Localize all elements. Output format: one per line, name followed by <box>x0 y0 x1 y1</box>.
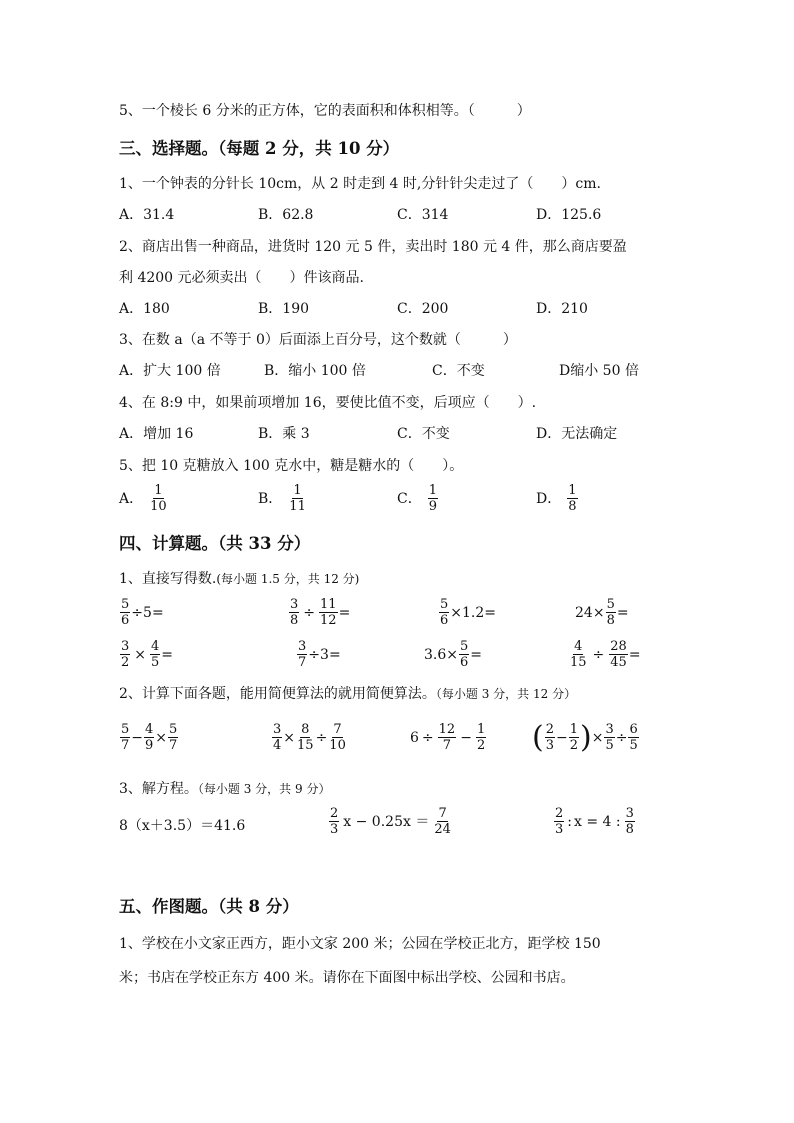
numerator: 3 <box>273 722 282 737</box>
mc-question-2-line1: 2、商店出售一种商品，进货时 120 元 5 件，卖出时 180 元 4 件，那么商店要盈 <box>119 239 627 255</box>
denominator: 8 <box>625 822 634 837</box>
denominator: 7 <box>442 738 452 753</box>
fraction <box>625 806 635 837</box>
mc-option-3b: B．缩小 100 倍 <box>264 363 366 379</box>
mc-option-1d: D．125.6 <box>536 207 602 223</box>
fraction <box>288 483 307 514</box>
option-letter: C． <box>397 490 422 507</box>
denominator: 9 <box>428 499 437 514</box>
fraction <box>554 806 564 837</box>
right-paren: ) <box>580 719 592 755</box>
draw-question-line1: 1、学校在小文家正西方，距小文家 200 米；公园在学校正北方，距学校 150 <box>119 936 601 952</box>
denominator: 6 <box>121 613 130 628</box>
mc-option-5b <box>258 483 308 514</box>
fraction <box>297 639 307 670</box>
operator-times: × <box>283 729 296 746</box>
denominator: 24 <box>434 822 451 837</box>
equals-sign: = <box>151 604 164 621</box>
operand: 3 <box>320 646 329 663</box>
operator-divide: ÷ <box>131 604 144 621</box>
section-4-title: 四、计算题。（共 33 分） <box>119 534 311 553</box>
operator-divide: ÷ <box>592 646 605 663</box>
equals-sign: = <box>470 646 483 663</box>
operator-times: × <box>134 646 147 663</box>
fraction <box>120 639 130 670</box>
fraction <box>567 483 577 514</box>
equals-sign: = <box>484 604 497 621</box>
operator-times: × <box>446 646 458 663</box>
denominator: 10 <box>150 499 167 514</box>
mc-option-2c: C．200 <box>397 301 449 317</box>
numerator: 1 <box>569 722 579 737</box>
option-letter: A． <box>119 490 144 507</box>
mc-question-1: 1、一个钟表的分针长 10cm，从 2 时走到 4 时,分针针尖走过了（ ）cm. <box>119 176 601 192</box>
fraction <box>439 597 449 628</box>
fraction <box>433 806 452 837</box>
tf-question-5: 5、一个棱长 6 分米的正方体，它的表面积和体积相等。（ ） <box>119 103 531 119</box>
operator-divide: ÷ <box>615 729 628 746</box>
numerator: 5 <box>121 722 130 737</box>
calc-1-expr-2 <box>288 597 350 628</box>
operator-minus: − <box>556 729 568 746</box>
fraction <box>604 722 614 753</box>
calc-2-note: （每小题 3 分，共 12 分） <box>435 687 577 701</box>
operand: 24 <box>575 604 593 621</box>
denominator: 7 <box>298 655 307 670</box>
operator-divide: ÷ <box>303 604 316 621</box>
equation-3 <box>553 806 636 837</box>
numerator: 4 <box>145 722 154 737</box>
fraction <box>144 722 154 753</box>
numerator: 28 <box>610 639 627 654</box>
numerator: 12 <box>438 722 456 737</box>
denominator: 15 <box>570 655 587 670</box>
numerator: 3 <box>625 806 634 821</box>
mc-option-3d: D缩小 50 倍 <box>559 363 639 379</box>
operator-minus: − <box>460 729 472 746</box>
calc-1-expr-4 <box>575 597 629 628</box>
equation-2 <box>328 806 453 837</box>
numerator: 2 <box>330 806 339 821</box>
numerator: 7 <box>438 806 447 821</box>
left-paren: ( <box>532 719 544 755</box>
mc-option-4a: A．增加 16 <box>119 426 194 442</box>
fraction <box>150 639 160 670</box>
numerator: 7 <box>333 722 342 737</box>
mc-option-1b: B．62.8 <box>258 207 314 223</box>
numerator: 3 <box>605 722 614 737</box>
fraction <box>319 597 338 628</box>
numerator: 3 <box>290 597 299 612</box>
denominator: 15 <box>297 738 314 753</box>
denominator: 2 <box>121 655 130 670</box>
denominator: 6 <box>460 655 469 670</box>
calc-2-expr-1 <box>119 722 179 753</box>
denominator: 45 <box>610 655 627 670</box>
numerator: 4 <box>151 639 160 654</box>
calc-3-title <box>119 779 330 799</box>
operator-divide: ÷ <box>421 729 434 746</box>
mc-option-4b: B．乘 3 <box>258 426 310 442</box>
fraction <box>569 722 579 753</box>
fraction <box>476 722 486 753</box>
denominator: 8 <box>606 613 615 628</box>
numerator: 5 <box>460 639 469 654</box>
equation-body: x = 4 : <box>574 813 621 830</box>
calc-2-expr-3 <box>410 722 487 753</box>
numerator: 5 <box>169 722 178 737</box>
denominator: 3 <box>555 822 564 837</box>
operator-times: × <box>450 604 463 621</box>
fraction <box>628 722 638 753</box>
calc-1-note: (每小题 1.5 分，共 12 分) <box>216 572 360 586</box>
numerator: 3 <box>298 639 307 654</box>
operator-times: × <box>155 729 168 746</box>
calc-2-expr-2 <box>271 722 348 753</box>
section-5-title: 五、作图题。（共 8 分） <box>119 897 299 916</box>
numerator: 5 <box>121 597 130 612</box>
operand: 5 <box>143 604 152 621</box>
fraction <box>606 597 616 628</box>
fraction <box>120 597 130 628</box>
operand: 3.6 <box>424 646 447 663</box>
fraction <box>569 639 588 670</box>
denominator: 11 <box>289 499 306 514</box>
numerator: 4 <box>574 639 583 654</box>
numerator: 2 <box>545 722 554 737</box>
equation-body: x − 0.25x ＝ <box>343 813 430 830</box>
mc-option-2a: A．180 <box>119 301 170 317</box>
operator-times: × <box>592 604 605 621</box>
mc-question-2-line2: 利 4200 元必须卖出（ ）件该商品. <box>119 270 364 286</box>
denominator: 7 <box>121 738 130 753</box>
calc-1-expr-8 <box>568 639 641 670</box>
calc-2-label: 2、计算下面各题，能用简便算法的就用简便算法。 <box>119 686 436 702</box>
denominator: 5 <box>151 655 160 670</box>
calc-1-expr-6 <box>296 639 341 670</box>
fraction <box>272 722 282 753</box>
mc-question-4: 4、在 8:9 中，如果前项增加 16，要使比值不变，后项应（ ）. <box>119 395 537 411</box>
operator-times: × <box>591 729 604 746</box>
mc-option-4c: C．不变 <box>397 426 450 442</box>
draw-question-line2: 米；书店在学校正东方 400 米。请你在下面图中标出学校、公园和书店。 <box>119 970 575 986</box>
mc-option-2d: D．210 <box>536 301 588 317</box>
denominator: 4 <box>273 738 282 753</box>
fraction <box>149 483 168 514</box>
numerator: 11 <box>320 597 337 612</box>
mc-option-3a: A．扩大 100 倍 <box>119 363 221 379</box>
operator-minus: − <box>131 729 144 746</box>
calc-2-expr-4 <box>532 719 640 755</box>
mc-question-5: 5、把 10 克糖放入 100 克水中，糖是糖水的（ ）。 <box>119 458 464 474</box>
fraction <box>545 722 555 753</box>
equals-sign: = <box>628 646 641 663</box>
numerator: 1 <box>568 483 577 498</box>
denominator: 6 <box>440 613 449 628</box>
numerator: 6 <box>629 722 638 737</box>
fraction <box>609 639 628 670</box>
denominator: 9 <box>145 738 154 753</box>
denominator: 8 <box>568 499 577 514</box>
operator-divide: ÷ <box>308 646 321 663</box>
denominator: 5 <box>629 738 638 753</box>
fraction <box>168 722 178 753</box>
numerator: 2 <box>555 806 564 821</box>
numerator: 3 <box>121 639 130 654</box>
mc-option-3c: C．不变 <box>432 363 485 379</box>
fraction <box>120 722 130 753</box>
fraction <box>289 597 299 628</box>
denominator: 12 <box>320 613 337 628</box>
equals-sign: = <box>338 604 351 621</box>
mc-option-4d: D．无法确定 <box>536 426 618 442</box>
denominator: 7 <box>169 738 178 753</box>
mc-option-2b: B．190 <box>258 301 310 317</box>
mc-option-5d <box>536 483 579 514</box>
fraction <box>459 639 469 670</box>
operator-divide: ÷ <box>315 729 328 746</box>
fraction <box>428 483 438 514</box>
denominator: 10 <box>329 738 346 753</box>
calc-1-label: 1、直接写得数. <box>119 571 217 587</box>
fraction <box>296 722 315 753</box>
calc-3-label: 3、解方程。 <box>119 781 198 797</box>
equals-sign: = <box>616 604 629 621</box>
section-3-title: 三、选择题。（每题 2 分，共 10 分） <box>119 139 400 158</box>
calc-1-expr-3 <box>438 597 496 628</box>
numerator: 8 <box>301 722 310 737</box>
mc-option-5a <box>119 483 169 514</box>
fraction <box>438 722 457 753</box>
calc-1-expr-5 <box>119 639 173 670</box>
colon: : <box>567 813 572 830</box>
fraction <box>328 722 347 753</box>
numerator: 1 <box>476 722 486 737</box>
numerator: 5 <box>440 597 449 612</box>
equals-sign: = <box>328 646 341 663</box>
calc-1-title <box>119 569 359 589</box>
equation-1: 8（x＋3.5）＝41.6 <box>119 818 246 834</box>
operand: 1.2 <box>462 604 485 621</box>
mc-option-5c <box>397 483 439 514</box>
mc-question-3: 3、在数 a（a 不等于 0）后面添上百分号，这个数就（ ） <box>119 332 517 348</box>
numerator: 1 <box>428 483 437 498</box>
calc-3-note: （每小题 3 分，共 9 分） <box>197 782 331 796</box>
option-letter: D． <box>536 490 562 507</box>
denominator: 5 <box>605 738 614 753</box>
fraction <box>329 806 339 837</box>
denominator: 3 <box>545 738 554 753</box>
numerator: 5 <box>606 597 615 612</box>
mc-option-1c: C．314 <box>397 207 449 223</box>
calc-1-expr-7 <box>424 639 482 670</box>
operand: 6 <box>410 729 419 746</box>
denominator: 8 <box>290 613 299 628</box>
denominator: 2 <box>569 738 579 753</box>
denominator: 2 <box>476 738 486 753</box>
numerator: 1 <box>154 483 163 498</box>
numerator: 1 <box>293 483 302 498</box>
calc-1-expr-1 <box>119 597 164 628</box>
calc-2-title <box>119 684 576 704</box>
denominator: 3 <box>330 822 339 837</box>
option-letter: B． <box>258 490 283 507</box>
mc-option-1a: A．31.4 <box>119 207 175 223</box>
equals-sign: = <box>161 646 174 663</box>
